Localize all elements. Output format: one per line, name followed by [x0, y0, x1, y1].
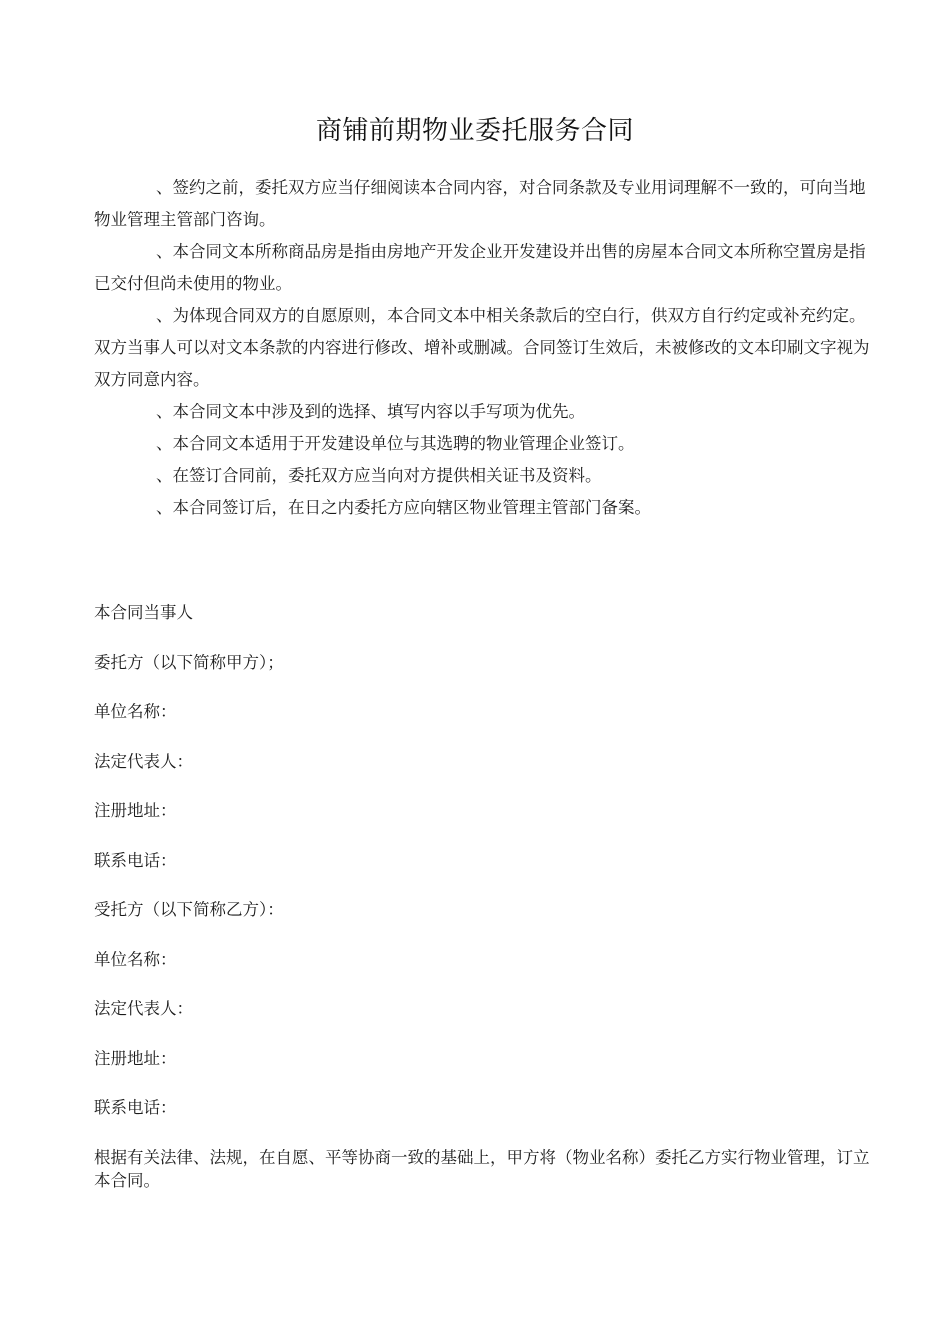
party-a-unit-name: 单位名称：: [94, 702, 177, 721]
contract-parties: [94, 598, 874, 1143]
note-item: 、签约之前，委托双方应当仔细阅读本合同内容，对合同条款及专业用词理解不一致的，可向当地物业管理主管部门咨询。: [94, 178, 866, 229]
party-a-phone: 联系电话：: [94, 850, 177, 870]
party-a-address: 注册地址：: [94, 801, 177, 820]
party-b-legal-rep: 法定代表人：: [94, 999, 193, 1018]
note-item: 、本合同签订后，在日之内委托方应向辖区物业管理主管部门备案。: [156, 498, 651, 517]
note-item: 、本合同文本适用于开发建设单位与其选聘的物业管理企业签订。: [156, 434, 635, 453]
party-a-legal-rep: 法定代表人：: [94, 751, 193, 771]
party-b-unit-name: 单位名称：: [94, 949, 177, 969]
party-b-label: 受托方（以下简称乙方）：: [94, 900, 284, 919]
note-item: 、本合同文本所称商品房是指由房地产开发企业开发建设并出售的房屋本合同文本所称空置房是指已交付但尚未使用的物业。: [94, 242, 866, 293]
party-a-label: 委托方（以下简称甲方）；: [94, 652, 284, 672]
preamble-notes: [94, 172, 874, 524]
note-item: 、为体现合同双方的自愿原则，本合同文本中相关条款后的空白行，供双方自行约定或补充约定。双方当事人可以对文本条款的内容进行修改、增补或删减。合同签订生效后，未被修改的文本印刷文字视为双方同意内容。: [94, 306, 870, 389]
note-item: 、本合同文本中涉及到的选择、填写内容以手写项为优先。: [156, 402, 585, 421]
party-b-address: 注册地址：: [94, 1048, 177, 1068]
document-title: 商铺前期物业委托服务合同: [315, 116, 634, 146]
note-item: 、在签订合同前，委托双方应当向对方提供相关证书及资料。: [156, 466, 602, 485]
party-b-phone: 联系电话：: [94, 1098, 177, 1117]
parties-heading: 本合同当事人: [94, 603, 193, 622]
closing-paragraph: 根据有关法律、法规，在自愿、平等协商一致的基础上，甲方将（物业名称）委托乙方实行物业管理，订立本合同。: [94, 1148, 870, 1190]
